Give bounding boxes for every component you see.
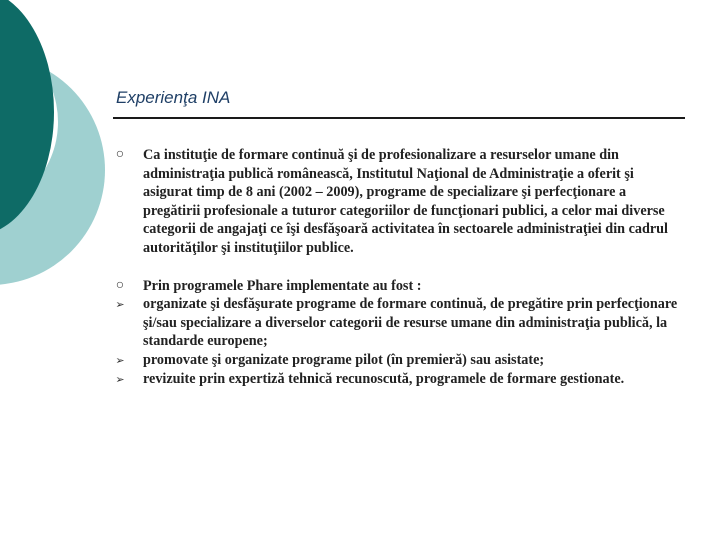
bullet-text: revizuite prin expertiză tehnică recunoscută, programele de formare gestionate. [143,370,625,387]
bullet-text: organizate şi desfăşurate programe de formare continuă, de pregătire prin perfecţionare şi/sau specializare a diverselor categorii de resurse umane din administraţia publică, la standarde europene; [143,296,678,350]
bullet-text: Prin programele Phare implementate au fost : [143,277,422,294]
bullet-text: Ca instituţie de formare continuă şi de profesionalizare a resurselor umane din administraţia publică românească, Institutul Naţional de Administraţie a oferit şi asigurat timp de 8 ani (2002 – 2009), programe de specializare şi perfecţionare a pregătirii profesionale a tuturor categoriilor de funcţionari publici, a celor mai diverse categorii de angajaţi ce îşi desfăşoară activitatea în sectoarele administraţiei din cadrul autorităţilor şi instituţiilor publice. [143,147,668,256]
hollow-circle-bullet-icon: ○ [115,277,125,293]
arrowhead-bullet-icon: ➢ [115,373,125,386]
list-item [113,146,683,258]
arrowhead-bullet-icon: ➢ [115,354,125,367]
list-item [113,277,683,296]
list-item [113,370,683,389]
arrowhead-bullet-icon: ➢ [115,299,125,312]
list-item [113,351,683,370]
bullet-list [113,146,683,388]
hollow-circle-bullet-icon: ○ [115,147,125,162]
bullet-text: promovate şi organizate programe pilot (în premieră) sau asistate; [143,351,545,368]
slide-title: Experienţa INA [116,88,231,107]
decorative-teal-circles [0,0,120,300]
title-divider [113,117,685,119]
list-item [113,295,683,351]
